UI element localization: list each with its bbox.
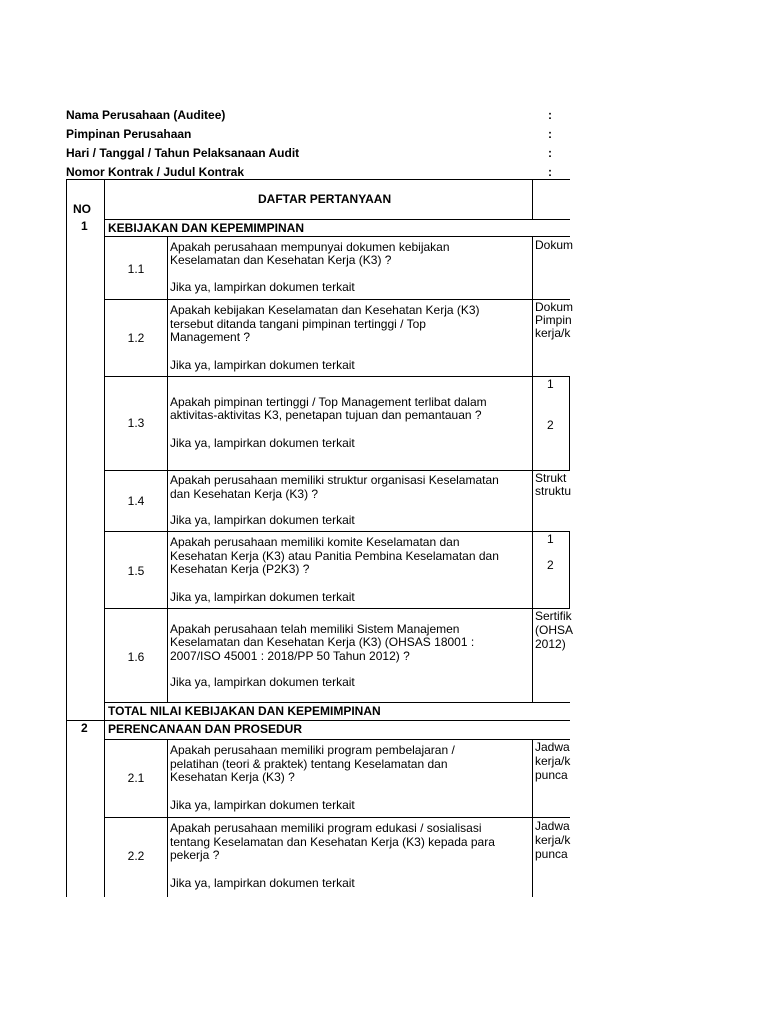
audit-date-colon: : <box>548 146 552 160</box>
attach-note: Jika ya, lampirkan dokumen terkait <box>170 798 355 812</box>
questions-column-header: DAFTAR PERTANYAAN <box>258 192 392 206</box>
section-number: 2 <box>81 721 88 735</box>
evidence-text: kerja/k <box>535 326 571 340</box>
question-line-3: pekerja ? <box>170 848 220 862</box>
question-line-3: Kesehatan Kerja (K3) ? <box>170 770 295 784</box>
question-line-1: Apakah perusahaan memiliki komite Keselamatan dan <box>170 535 460 549</box>
contract-colon: : <box>548 165 552 179</box>
attach-note: Jika ya, lampirkan dokumen terkait <box>170 436 355 450</box>
section-number: 1 <box>81 219 88 233</box>
question-line-1: Apakah perusahaan mempunyai dokumen kebijakan <box>170 240 450 254</box>
evidence-text: 2 <box>547 558 554 572</box>
question-line-1: Apakah perusahaan telah memiliki Sistem Manajemen <box>170 622 460 636</box>
section-title: PERENCANAAN DAN PROSEDUR <box>108 722 303 736</box>
contract-label: Nomor Kontrak / Judul Kontrak <box>66 165 245 179</box>
question-line-2: pelatihan (teori & praktek) tentang Keselamatan dan <box>170 757 448 771</box>
question-line-2: Keselamatan dan Kesehatan Kerja (K3) (OHSAS 18001 : <box>170 635 475 649</box>
item-number: 1.3 <box>127 416 145 430</box>
section-title: KEBIJAKAN DAN KEPEMIMPINAN <box>108 221 305 235</box>
evidence-text: Sertifik <box>535 609 572 623</box>
item-number: 2.1 <box>127 771 145 785</box>
evidence-text: Jadwa <box>535 819 570 833</box>
leader-label: Pimpinan Perusahaan <box>66 127 192 141</box>
question-line-3: 2007/ISO 45001 : 2018/PP 50 Tahun 2012) ? <box>170 649 410 663</box>
company-name-label: Nama Perusahaan (Auditee) <box>66 108 226 122</box>
question-line-1: Apakah kebijakan Keselamatan dan Kesehatan Kerja (K3) <box>170 303 480 317</box>
evidence-text: kerja/k <box>535 833 571 847</box>
question-line-1: Apakah pimpinan tertinggi / Top Management terlibat dalam <box>170 395 487 409</box>
no-column-header: NO <box>73 202 91 216</box>
attach-note: Jika ya, lampirkan dokumen terkait <box>170 590 355 604</box>
evidence-text: struktu <box>535 484 572 498</box>
question-line-2: Keselamatan dan Kesehatan Kerja (K3) ? <box>170 253 392 267</box>
item-number: 1.6 <box>127 650 145 664</box>
item-number: 1.4 <box>127 494 145 508</box>
attach-note: Jika ya, lampirkan dokumen terkait <box>170 675 355 689</box>
evidence-text: 2012) <box>535 637 566 651</box>
evidence-text: punca <box>535 768 568 782</box>
evidence-text: 1 <box>547 532 554 546</box>
evidence-text: 2 <box>547 418 554 432</box>
question-line-1: Apakah perusahaan memiliki struktur organisasi Keselamatan <box>170 473 499 487</box>
item-number: 1.1 <box>127 262 145 276</box>
question-line-1: Apakah perusahaan memiliki program edukasi / sosialisasi <box>170 821 482 835</box>
evidence-text: 1 <box>547 377 554 391</box>
question-line-2: Kesehatan Kerja (K3) atau Panitia Pembina Keselamatan dan <box>170 549 499 563</box>
question-line-2: tersebut ditanda tangani pimpinan tertinggi / Top <box>170 317 426 331</box>
attach-note: Jika ya, lampirkan dokumen terkait <box>170 876 355 890</box>
evidence-text: kerja/k <box>535 754 571 768</box>
question-line-3: Management ? <box>170 330 251 344</box>
question-line-2: aktivitas-aktivitas K3, penetapan tujuan dan pemantauan ? <box>170 408 482 422</box>
item-number: 1.5 <box>127 564 145 578</box>
question-line-3: Kesehatan Kerja (P2K3) ? <box>170 562 310 576</box>
leader-colon: : <box>548 127 552 141</box>
question-line-1: Apakah perusahaan memiliki program pembelajaran / <box>170 743 455 757</box>
item-number: 1.2 <box>127 331 145 345</box>
audit-date-label: Hari / Tanggal / Tahun Pelaksanaan Audit <box>66 146 300 160</box>
evidence-text: (OHSA <box>535 623 574 637</box>
attach-note: Jika ya, lampirkan dokumen terkait <box>170 513 355 527</box>
item-number: 2.2 <box>127 849 145 863</box>
section-total: TOTAL NILAI KEBIJAKAN DAN KEPEMIMPINAN <box>108 704 381 718</box>
attach-note: Jika ya, lampirkan dokumen terkait <box>170 358 355 372</box>
evidence-text: Dokum <box>535 238 574 252</box>
evidence-text: punca <box>535 847 568 861</box>
question-line-2: tentang Keselamatan dan Kesehatan Kerja (K3) kepada para <box>170 835 495 849</box>
attach-note: Jika ya, lampirkan dokumen terkait <box>170 280 355 294</box>
evidence-text: Pimpin <box>535 313 572 327</box>
company-name-colon: : <box>548 108 552 122</box>
question-line-2: dan Kesehatan Kerja (K3) ? <box>170 487 319 501</box>
evidence-text: Jadwa <box>535 740 570 754</box>
evidence-text: Strukt <box>535 471 567 485</box>
evidence-text: Dokum <box>535 300 574 314</box>
